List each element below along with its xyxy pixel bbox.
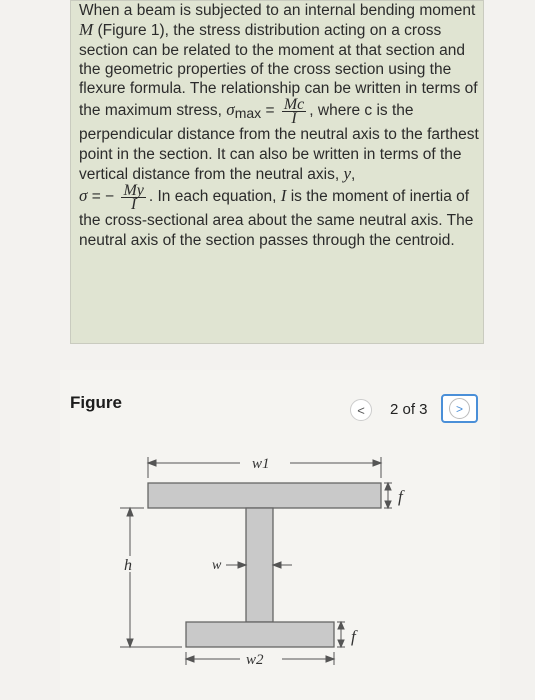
intro-text-2: (Figure 1), the stress distribution acting on a cross section can be related to the moment at that section and the geometric properties of the cross section using the flexure formula. The relationship can be written in terms of the maximum stress, xyxy=(79,22,478,120)
figure-title: Figure xyxy=(70,393,122,412)
chevron-right-icon: > xyxy=(449,398,470,419)
problem-description-panel xyxy=(70,0,484,344)
equals-sign: = xyxy=(265,102,275,120)
sigma-symbol: σ xyxy=(79,186,88,206)
intro-text-4: . In each equation, xyxy=(148,188,277,206)
top-flange xyxy=(148,483,381,508)
fraction-denominator: I xyxy=(291,110,297,128)
sigma-max-subscript: max xyxy=(234,105,262,122)
web xyxy=(246,508,273,622)
w1-label: w1 xyxy=(252,456,270,472)
figure-panel xyxy=(60,370,500,700)
equals-minus-sign: = − xyxy=(91,188,115,206)
top-flange-thickness-label: f xyxy=(398,487,403,506)
bottom-flange xyxy=(186,622,334,647)
fraction-numerator-2: My xyxy=(123,182,144,200)
problem-description-text xyxy=(79,1,479,250)
w2-label: w2 xyxy=(246,652,264,668)
fraction-denominator-2: I xyxy=(130,196,137,214)
flexure-formula-fraction-2 xyxy=(121,182,145,214)
sigma-max-symbol: σ xyxy=(226,100,235,120)
moment-symbol: M xyxy=(79,20,94,40)
y-symbol: y xyxy=(343,164,352,184)
flexure-formula-fraction xyxy=(282,96,306,128)
chevron-left-icon: < xyxy=(357,402,365,418)
intro-text-5: is the moment of inertia of the cross-sectional area about the same neutral axis. The neutral axis of the section passes through the centroid. xyxy=(79,188,474,249)
fraction-numerator: Mc xyxy=(283,96,305,114)
intro-text-1: When a beam is subjected to an internal bending moment xyxy=(79,2,476,19)
intro-text-3: , where c is the perpendicular distance from the neutral axis to the farthest point in the section. It can also be written in terms of the vertical distance from the neutral axis, xyxy=(79,102,479,184)
inertia-symbol: I xyxy=(280,186,287,206)
comma: , xyxy=(351,166,356,184)
figure-page-indicator: 2 of 3 xyxy=(390,401,428,418)
bottom-flange-thickness-label: f xyxy=(351,627,356,646)
w-label: w xyxy=(212,558,222,573)
h-label: h xyxy=(124,557,132,574)
i-beam-cross-section-diagram xyxy=(60,370,500,700)
